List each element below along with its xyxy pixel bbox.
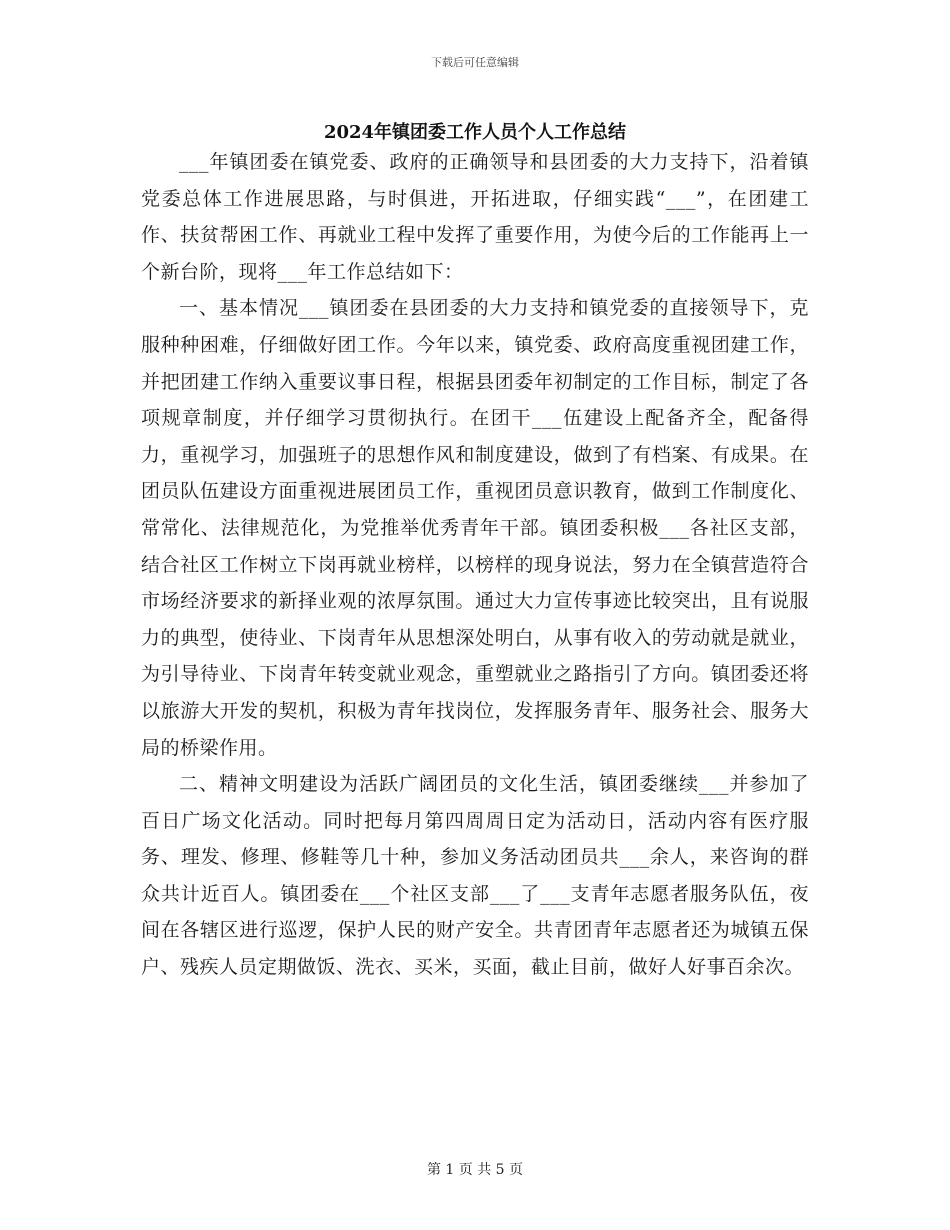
paragraph-basic-situation: 一、基本情况___镇团委在县团委的大力支持和镇党委的直接领导下，克服种种困难，仔细做好团工作。今年以来，镇党委、政府高度重视团建工作，并把团建工作纳入重要议事日程，根据县团委年初制定的工作目标，制定了各项规章制度，并仔细学习贯彻执行。在团干___伍建设上配备齐全，配备得力，重视学习，加强班子的思想作风和制度建设，做到了有档案、有成果。在团员队伍建设方面重视进展团员工作，重视团员意识教育，做到工作制度化、常常化、法律规范化，为党推举优秀青年干部。镇团委积极___各社区支部，结合社区工作树立下岗再就业榜样，以榜样的现身说法，努力在全镇营造符合市场经济要求的新择业观的浓厚氛围。通过大力宣传事迹比较突出，且有说服力的典型，使待业、下岗青年从思想深处明白，从事有收入的劳动就是就业，为引导待业、下岗青年转变就业观念，重塑就业之路指引了方向。镇团委还将以旅游大开发的契机，积极为青年找岗位，发挥服务青年、服务社会、服务大局的桥梁作用。	[141, 297, 809, 759]
document-body	[141, 144, 809, 986]
paragraph-spiritual-civilization: 二、精神文明建设为活跃广阔团员的文化生活，镇团委继续___并参加了百日广场文化活动。同时把每月第四周周日定为活动日，活动内容有医疗服务、理发、修理、修鞋等几十种，参加义务活动团员共___余人，来咨询的群众共计近百人。镇团委在___个社区支部___了___支青年志愿者服务队伍，夜间在各辖区进行巡逻，保护人民的财产安全。共青团青年志愿者还为城镇五保户、残疾人员定期做饭、洗衣、买米，买面，截止目前，做好人好事百余次。	[141, 773, 809, 979]
page-number: 第 1 页 共 5 页	[426, 1162, 524, 1178]
paragraph-intro: ___年镇团委在镇党委、政府的正确领导和县团委的大力支持下，沿着镇党委总体工作进展思路，与时俱进，开拓进取，仔细实践“___”，在团建工作、扶贫帮困工作、再就业工程中发挥了重要作用，为使今后的工作能再上一个新台阶，现将___年工作总结如下：	[141, 151, 809, 283]
page-header-note: 下载后可任意编辑	[431, 56, 519, 69]
document-title: 2024年镇团委工作人员个人工作总结	[323, 122, 627, 143]
